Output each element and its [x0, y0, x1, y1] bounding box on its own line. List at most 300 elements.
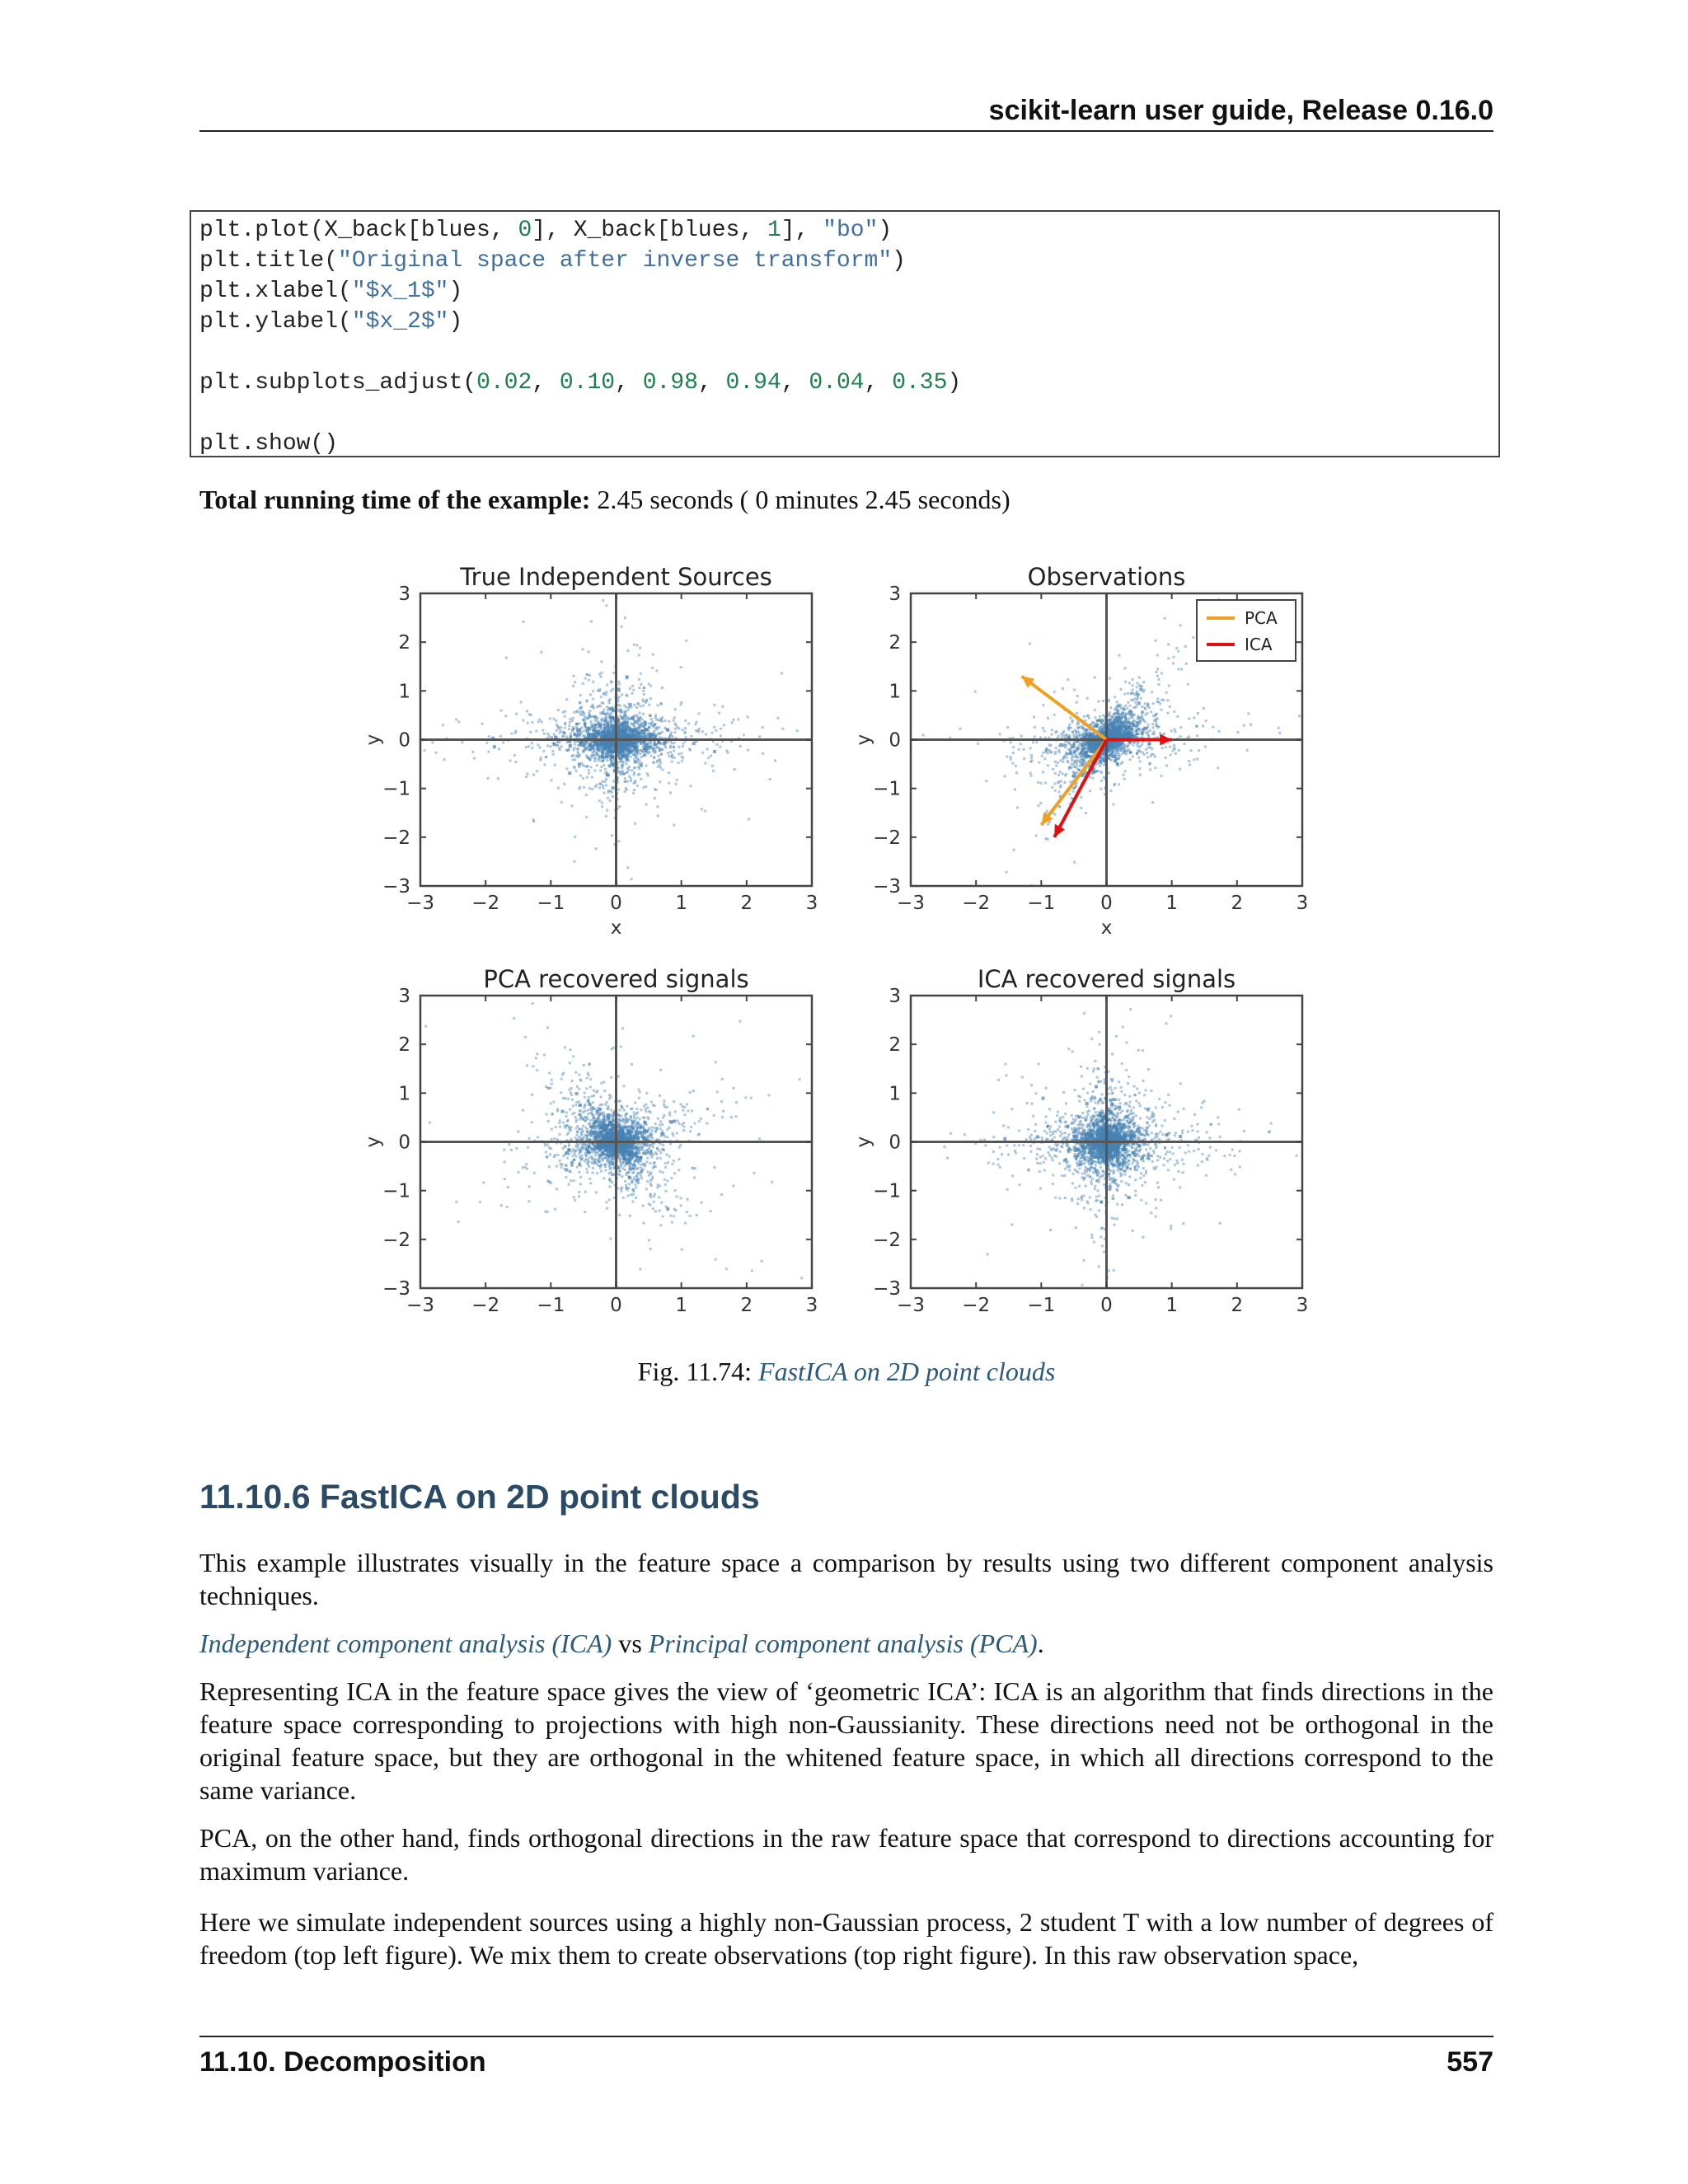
data-point: [554, 764, 556, 766]
data-point: [654, 788, 656, 790]
data-point: [1179, 624, 1182, 626]
data-point: [1039, 802, 1042, 804]
data-point: [1132, 678, 1134, 681]
data-point: [1030, 757, 1033, 759]
data-point: [623, 720, 626, 724]
y-axis-label: y: [853, 733, 874, 746]
data-point: [1120, 707, 1123, 710]
data-point: [1139, 751, 1142, 753]
data-point: [669, 791, 672, 794]
data-point: [1073, 743, 1076, 745]
data-point: [762, 726, 764, 729]
data-point: [1062, 732, 1064, 734]
data-point: [1123, 774, 1125, 776]
data-point: [597, 689, 599, 691]
data-point: [605, 714, 607, 716]
data-point: [1119, 704, 1122, 706]
data-point: [617, 789, 620, 791]
data-point: [1092, 771, 1095, 774]
data-point: [1127, 721, 1129, 724]
data-point: [1062, 772, 1064, 775]
data-point: [649, 685, 652, 687]
data-point: [457, 720, 460, 723]
data-point: [579, 710, 581, 713]
data-point: [1152, 702, 1155, 705]
chart-title: Observations: [1027, 563, 1186, 591]
data-point: [573, 711, 575, 714]
data-point: [1064, 734, 1067, 737]
data-point: [1057, 780, 1060, 783]
data-point: [660, 718, 663, 720]
data-point: [723, 724, 725, 726]
data-point: [626, 866, 629, 869]
data-point: [1137, 728, 1139, 730]
data-point: [621, 747, 624, 750]
data-point: [654, 735, 657, 738]
data-point: [612, 795, 614, 798]
data-point: [1119, 748, 1123, 752]
data-point: [584, 765, 586, 767]
code-token: ,: [615, 370, 643, 396]
data-point: [591, 776, 593, 779]
data-point: [1020, 743, 1022, 745]
data-point: [1198, 749, 1200, 752]
data-point: [1095, 724, 1098, 728]
x-tick-label: 0: [1100, 893, 1113, 914]
data-point: [682, 745, 684, 748]
data-point: [712, 770, 715, 772]
code-token: 0.98: [642, 370, 698, 396]
data-point: [1073, 751, 1076, 753]
data-point: [618, 805, 621, 808]
data-point: [606, 684, 608, 687]
data-point: [725, 750, 728, 752]
data-point: [671, 1221, 673, 1224]
code-token: "$x_1$": [351, 279, 449, 304]
data-point: [1170, 729, 1173, 732]
data-point: [1042, 771, 1044, 773]
code-token: plt.subplots_adjust(: [199, 370, 477, 396]
data-point: [1081, 725, 1084, 728]
data-point: [1113, 746, 1116, 749]
data-point: [639, 759, 641, 762]
data-point: [1023, 757, 1025, 760]
data-point: [1130, 723, 1132, 725]
data-point: [1097, 762, 1100, 765]
data-point: [510, 733, 513, 735]
data-point: [1147, 724, 1150, 726]
data-point: [632, 744, 635, 748]
code-token: plt.show(): [199, 431, 339, 457]
data-point: [638, 678, 640, 681]
x-tick-label: −3: [897, 893, 925, 914]
data-point: [598, 799, 601, 802]
data-point: [1048, 743, 1051, 746]
data-point: [1076, 735, 1078, 738]
data-point: [1053, 691, 1056, 693]
data-point: [1132, 706, 1135, 709]
data-point: [1123, 751, 1126, 753]
data-point: [1102, 715, 1104, 717]
data-point: [1085, 729, 1088, 732]
data-point: [603, 764, 605, 766]
data-point: [682, 729, 684, 731]
data-point: [1114, 712, 1117, 715]
data-point: [582, 682, 584, 685]
data-point: [1030, 775, 1033, 777]
data-point: [588, 772, 590, 775]
data-point: [605, 815, 607, 818]
data-point: [1102, 719, 1104, 722]
data-point: [774, 759, 776, 762]
data-point: [555, 719, 557, 722]
data-point: [641, 718, 644, 720]
code-line: [199, 368, 1490, 398]
data-point: [659, 748, 662, 750]
data-point: [1067, 748, 1070, 751]
data-point: [1278, 727, 1280, 729]
data-point: [1139, 729, 1142, 732]
data-point: [507, 1186, 509, 1188]
data-point: [502, 742, 504, 744]
data-point: [1095, 716, 1097, 719]
data-point: [777, 717, 780, 719]
data-point: [1136, 731, 1138, 733]
code-token: ,: [697, 370, 726, 396]
data-point: [558, 747, 560, 749]
data-point: [1075, 733, 1077, 735]
data-point: [1083, 743, 1086, 746]
data-point: [633, 726, 635, 729]
y-tick-label: 2: [398, 632, 410, 654]
data-point: [462, 741, 464, 743]
data-point: [634, 733, 637, 736]
data-point: [588, 674, 591, 677]
y-tick-label: 3: [889, 583, 901, 605]
data-point: [620, 760, 622, 762]
data-point: [696, 721, 698, 724]
data-point: [551, 736, 553, 738]
data-point: [678, 762, 680, 764]
data-point: [673, 719, 675, 722]
data-point: [532, 774, 535, 776]
data-point: [648, 722, 650, 724]
data-point: [566, 767, 569, 770]
data-point: [610, 720, 612, 723]
data-point: [1143, 689, 1146, 691]
data-point: [697, 731, 700, 733]
data-point: [557, 709, 560, 711]
data-point: [520, 701, 523, 704]
data-point: [1082, 749, 1085, 752]
data-point: [515, 730, 518, 733]
code-token: "$x_2$": [351, 309, 449, 335]
scatter-panel: [363, 563, 818, 939]
data-point: [589, 693, 592, 696]
data-point: [528, 713, 531, 715]
data-point: [603, 780, 606, 783]
data-point: [619, 715, 621, 717]
data-point: [974, 691, 977, 693]
data-point: [695, 729, 697, 732]
data-point: [597, 720, 599, 723]
data-point: [559, 1133, 561, 1136]
data-point: [1217, 766, 1219, 769]
code-token: ): [448, 279, 463, 304]
data-point: [575, 710, 578, 713]
data-point: [1080, 796, 1082, 799]
data-point: [1089, 790, 1091, 792]
data-point: [618, 696, 621, 698]
data-point: [1057, 735, 1060, 738]
data-point: [1127, 701, 1129, 704]
data-point: [1184, 743, 1186, 745]
data-point: [1045, 749, 1048, 752]
data-point: [1118, 654, 1121, 657]
data-point: [1072, 790, 1075, 793]
data-point: [1137, 749, 1139, 752]
data-point: [634, 766, 636, 769]
data-point: [1156, 697, 1159, 700]
data-point: [630, 780, 632, 782]
data-point: [1134, 697, 1137, 700]
chart-legend: [1197, 600, 1296, 661]
data-point: [1247, 712, 1250, 715]
data-point: [531, 1094, 533, 1096]
data-point: [565, 698, 568, 701]
data-point: [1099, 715, 1101, 718]
data-point: [539, 747, 542, 749]
data-point: [1108, 700, 1110, 702]
data-point: [1059, 771, 1062, 773]
data-point: [674, 708, 677, 710]
data-point: [1147, 735, 1150, 738]
data-point: [607, 797, 609, 799]
data-point: [513, 754, 516, 757]
data-point: [1037, 804, 1039, 807]
data-point: [598, 786, 601, 789]
code-token: plt.ylabel(: [199, 309, 352, 335]
data-point: [577, 748, 579, 750]
data-point: [593, 729, 596, 732]
data-point: [557, 787, 560, 790]
data-point: [544, 763, 546, 766]
data-point: [608, 765, 611, 767]
data-point: [568, 724, 570, 727]
data-point: [1142, 752, 1144, 754]
data-point: [675, 783, 678, 785]
data-point: [1110, 715, 1113, 717]
data-point: [685, 736, 687, 738]
data-point: [536, 770, 538, 772]
data-point: [977, 743, 979, 745]
data-point: [1054, 790, 1057, 792]
data-point: [1188, 760, 1190, 762]
code-token: ,: [781, 370, 809, 396]
data-point: [636, 702, 639, 705]
data-point: [603, 734, 607, 738]
data-point: [1065, 744, 1067, 747]
data-point: [473, 757, 476, 760]
figure-fastica: [363, 552, 1319, 1327]
data-point: [645, 753, 647, 756]
data-point: [578, 756, 580, 758]
data-point: [1076, 730, 1079, 733]
data-point: [1113, 722, 1116, 725]
data-point: [1076, 763, 1078, 766]
code-line: [199, 276, 1490, 307]
data-point: [522, 719, 524, 722]
data-point: [1120, 762, 1123, 765]
data-point: [1060, 785, 1062, 787]
data-point: [638, 654, 640, 657]
data-point: [690, 785, 692, 787]
data-point: [588, 769, 590, 771]
data-point: [597, 732, 600, 735]
data-point: [1068, 742, 1071, 744]
data-point: [1099, 761, 1102, 764]
data-point: [1157, 701, 1160, 703]
data-point: [711, 765, 714, 767]
data-point: [1033, 716, 1035, 719]
x-tick-label: 2: [1231, 893, 1244, 914]
code-line: [199, 398, 1490, 429]
data-point: [1193, 717, 1195, 719]
data-point: [1132, 743, 1135, 746]
data-point: [985, 780, 987, 782]
data-point: [572, 717, 574, 719]
scatter-panel: [853, 563, 1308, 939]
data-point: [590, 766, 593, 768]
data-point: [654, 727, 657, 729]
data-point: [607, 709, 609, 711]
data-point: [583, 729, 585, 732]
data-point: [597, 754, 599, 757]
data-point: [595, 784, 598, 786]
data-point: [1179, 768, 1181, 771]
data-point: [575, 770, 578, 772]
data-point: [545, 756, 547, 758]
data-point: [668, 755, 670, 757]
data-point: [602, 599, 604, 602]
data-point: [621, 764, 624, 766]
data-point: [1067, 752, 1069, 755]
data-point: [1034, 736, 1036, 738]
data-point: [586, 776, 588, 779]
data-point: [1013, 849, 1015, 851]
data-point: [570, 718, 572, 720]
data-point: [455, 719, 457, 721]
data-point: [1083, 715, 1085, 718]
data-point: [600, 719, 603, 721]
data-point: [1112, 804, 1114, 806]
data-point: [623, 705, 626, 707]
data-point: [634, 728, 637, 731]
data-point: [1078, 753, 1081, 756]
data-point: [1089, 776, 1091, 779]
data-point: [660, 1202, 663, 1204]
data-point: [603, 1090, 606, 1092]
data-point: [603, 719, 606, 722]
data-point: [538, 719, 541, 721]
code-token: ): [947, 370, 962, 396]
data-point: [1173, 744, 1175, 747]
data-point: [1155, 722, 1157, 724]
data-point: [1146, 712, 1148, 715]
data-point: [663, 742, 666, 745]
data-point: [1052, 768, 1054, 771]
data-point: [1039, 736, 1042, 738]
data-point: [611, 756, 614, 759]
data-point: [1073, 771, 1076, 774]
data-point: [1246, 749, 1249, 752]
data-point: [574, 758, 576, 761]
data-point: [1076, 757, 1079, 759]
data-point: [654, 743, 657, 747]
data-point: [645, 751, 648, 753]
data-point: [673, 824, 675, 827]
data-point: [636, 785, 639, 787]
data-point: [1203, 707, 1205, 710]
data-point: [1132, 689, 1134, 691]
code-line: [199, 337, 1490, 368]
data-point: [659, 780, 661, 783]
data-point: [1134, 726, 1137, 729]
data-point: [549, 745, 551, 748]
data-point: [659, 1224, 662, 1226]
data-point: [639, 647, 641, 649]
data-point: [600, 746, 603, 749]
data-point: [1146, 703, 1149, 705]
data-point: [1166, 712, 1169, 715]
data-point: [569, 736, 571, 738]
data-point: [618, 683, 621, 686]
data-point: [631, 733, 634, 736]
data-point: [1109, 744, 1112, 748]
data-point: [1121, 752, 1123, 755]
data-point: [526, 710, 528, 713]
arrow-head: [1160, 734, 1171, 746]
data-point: [603, 748, 607, 751]
data-point: [705, 733, 707, 736]
data-point: [701, 730, 704, 733]
data-point: [1062, 687, 1064, 690]
data-point: [1071, 759, 1073, 762]
data-point: [564, 710, 566, 713]
data-point: [689, 749, 692, 752]
data-point: [1051, 786, 1053, 789]
data-point: [1142, 728, 1144, 730]
data-point: [1077, 726, 1080, 729]
data-point: [1004, 775, 1006, 777]
data-point: [587, 757, 589, 760]
data-point: [1152, 731, 1155, 733]
data-point: [588, 679, 590, 682]
data-point: [626, 758, 629, 761]
data-point: [573, 860, 575, 863]
data-point: [1119, 717, 1123, 720]
data-point: [584, 722, 587, 724]
data-point: [657, 755, 659, 757]
data-point: [1038, 762, 1040, 764]
data-point: [1144, 727, 1147, 730]
code-token: ], X_back[blues,: [532, 218, 767, 243]
data-point: [599, 769, 602, 771]
data-point: [590, 747, 593, 750]
data-point: [603, 693, 605, 696]
data-point: [1042, 704, 1044, 706]
data-point: [769, 778, 771, 780]
